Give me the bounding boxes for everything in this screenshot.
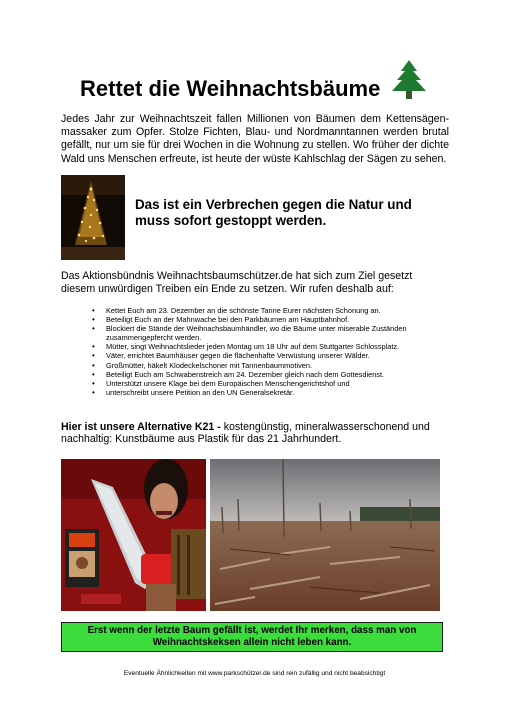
chainsaw-man-photo <box>61 459 206 611</box>
lit-christmas-tree-photo <box>61 175 125 260</box>
list-item: • Blockiert die Stände der Weihnachsbaumhändler, wo die Bäume unter miserable Zuständen zusammengepfercht werden. <box>92 324 452 342</box>
headline-statement: Das ist ein Verbrechen gegen die Natur und muss sofort gestoppt werden. <box>135 197 412 228</box>
page-title: Rettet die Weihnachtsbäume <box>80 76 381 101</box>
list-item: • Väter, errichtet Baumhäuser gegen die flächenhafte Verwüstung unserer Wälder. <box>92 351 452 360</box>
alternative-heading: Hier ist unsere Alternative K21 - <box>61 421 221 433</box>
call-to-action-list <box>92 306 452 397</box>
list-item: • Beteiligt Euch am Schwabenstreich am 24. Dezember gleich nach dem Gottesdienst. <box>92 370 452 379</box>
alternative-text: kostengünstig, mineralwasserschonend und nachhaltig: Kunstbäume aus Plastik für das 21 Jahrhundert. <box>61 421 430 446</box>
list-item: • Mütter, singt Weihnachtslieder jeden Montag um 18 Uhr auf dem Stuttgarter Schlossplatz. <box>92 342 452 351</box>
clearcut-forest-photo <box>210 459 440 611</box>
list-item: • Großmütter, häkelt Klodeckelschoner mit Tannenbaummotiven. <box>92 361 452 370</box>
alternative-paragraph <box>61 421 451 446</box>
intro-paragraph: Jedes Jahr zur Weihnachtszeit fallen Millionen von Bäumen dem Kettensägen-massaker zum Opfer. Stolze Fichten, Blau- und Nordmanntannen werden brutal gefällt, nur um sie für drei Wochen in die Wohnung zu stellen. Wo früher der dichte Wald uns Menschen erfreute, ist heute der wüste Kahlschlag der Sägen zu sehen. <box>61 113 449 165</box>
list-item: • unterschreibt unsere Petition an den UN Generalsekretär. <box>92 388 452 397</box>
alliance-paragraph: Das Aktionsbündnis Weihnachtsbaumschützer.de hat sich zum Ziel gesetzt diesem unwürdigen Treiben ein Ende zu setzen. Wir rufen deshalb auf: <box>61 270 413 296</box>
list-item: • Unterstützt unsere Klage bei dem Europäischen Menschengerichtshof und <box>92 379 452 388</box>
disclaimer-footer: Eventuelle Ähnlichkeiten mit www.parkschützer.de sind rein zufällig und nicht beabsichtigt <box>123 670 386 677</box>
slogan-banner: Erst wenn der letzte Baum gefällt ist, werdet Ihr merken, dass man von Weihnachtskeksen allein nicht leben kann. <box>61 622 443 652</box>
christmas-tree-icon <box>390 60 428 105</box>
list-item: • Beteiligt Euch an der Mahnwache bei den Parkbäumen am Hauptbahnhof. <box>92 315 452 324</box>
list-item: • Kettet Euch am 23. Dezember an die schönste Tanne Eurer nächsten Schonung an. <box>92 306 452 315</box>
